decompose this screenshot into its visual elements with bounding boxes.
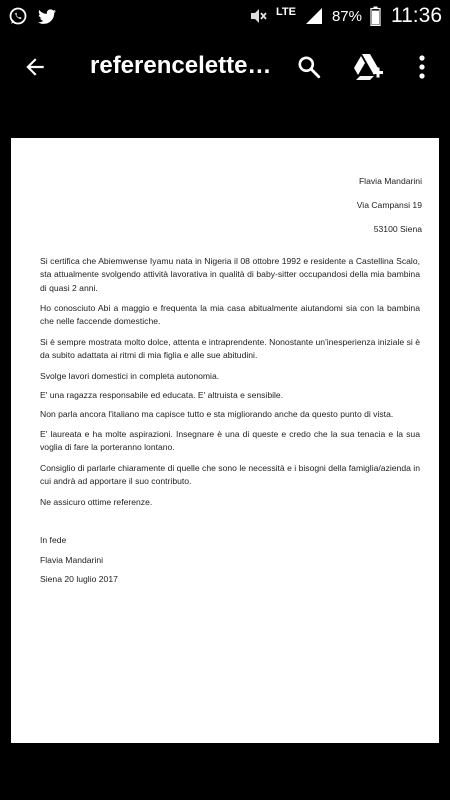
- add-to-drive-button[interactable]: [350, 49, 386, 85]
- sender-city: 53100 Siena: [373, 224, 422, 234]
- signal-icon: [304, 6, 324, 26]
- sender-name: Flavia Mandarini: [358, 176, 422, 186]
- network-type: LTE: [276, 5, 296, 18]
- document-page[interactable]: [11, 138, 439, 743]
- paragraph: Non parla ancora l'italiano ma capisce tutto e sta migliorando anche da questo punto di vista.: [40, 409, 394, 419]
- back-arrow-icon: [22, 54, 48, 80]
- search-icon: [296, 54, 322, 80]
- paragraph: Svolge lavori domestici in completa autonomia.: [40, 371, 220, 381]
- more-vert-icon: [418, 54, 426, 80]
- battery-percent: 87%: [331, 7, 362, 25]
- paragraph: Si certifica che Abiemwense Iyamu nata in Nigeria il 08 ottobre 1992 e residente a Castellina Scalo, sta attualmente svolgendo attività lavorativa in qualità di baby-sitter occupandosi della mia bambina di quasi 2 anni.: [40, 256, 420, 293]
- paragraph: E' laureata e ha molte aspirazioni. Insegnare è una di queste e credo che la sua tenacia e la sua voglia di fare la porteranno lontano.: [40, 429, 420, 453]
- back-button[interactable]: [18, 50, 52, 84]
- paragraph: Consiglio di parlarle chiaramente di quelle che sono le necessità e i bisogni della famiglia/azienda in cui andrà ad apportare il suo contributo.: [40, 463, 420, 487]
- paragraph: E' una ragazza responsabile ed educata. E' altruista e sensibile.: [40, 390, 284, 400]
- sender-street: Via Campansi 19: [356, 200, 422, 210]
- battery-icon: [370, 6, 381, 26]
- paragraph: Si è sempre mostrata molto dolce, attenta e intraprendente. Nonostante un'inesperienza iniziale si è da subito adattata ai ritmi di mia figlia e alle sue abitudini.: [40, 337, 420, 361]
- paragraph: Ne assicuro ottime referenze.: [40, 497, 153, 507]
- mute-icon: [248, 6, 268, 26]
- document-title: referencelette…: [90, 52, 272, 79]
- app-bar: [0, 32, 450, 102]
- twitter-icon: [38, 6, 58, 26]
- clock: 11:36: [391, 4, 442, 27]
- status-bar: [0, 0, 450, 32]
- more-options-button[interactable]: [410, 50, 434, 84]
- paragraph: Ho conosciuto Abi a maggio e frequenta la mia casa abitualmente aiutandomi sia con la bambina che nelle faccende domestiche.: [40, 303, 420, 327]
- search-button[interactable]: [292, 50, 326, 84]
- drive-add-icon: [352, 52, 384, 82]
- whatsapp-icon: [8, 6, 28, 26]
- signature-name: Flavia Mandarini: [40, 555, 104, 565]
- place-date: Siena 20 luglio 2017: [40, 574, 118, 584]
- closing-salutation: In fede: [40, 535, 67, 545]
